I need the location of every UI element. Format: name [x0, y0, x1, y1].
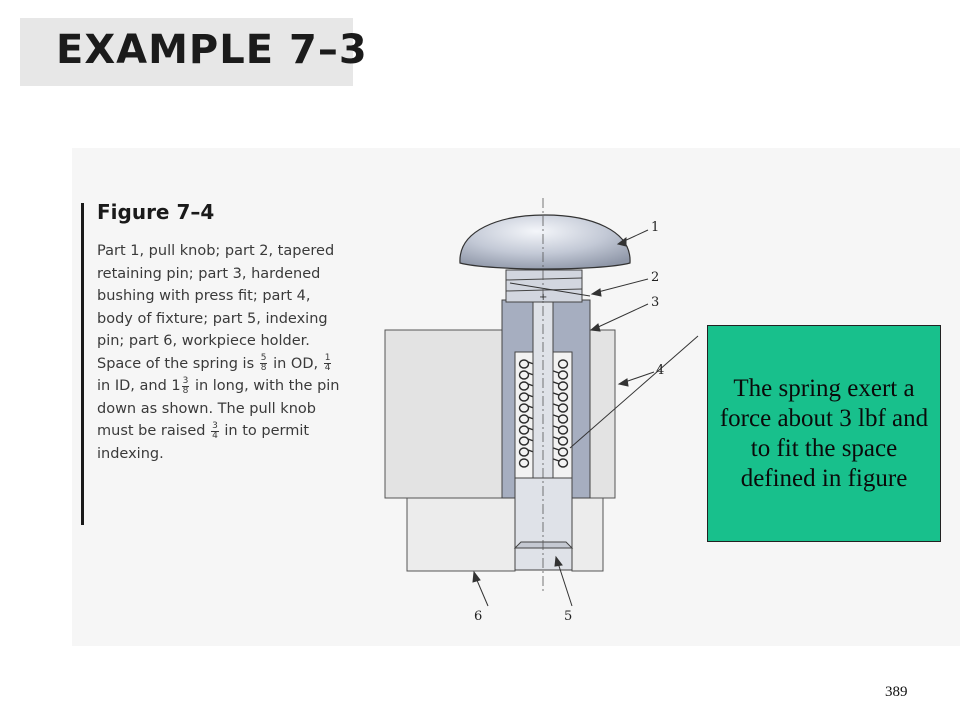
pull-knob — [460, 215, 630, 269]
length-fraction-denominator: 8 — [182, 385, 189, 396]
od-fraction-denominator: 8 — [260, 363, 267, 373]
part-label-3: 3 — [651, 295, 660, 310]
workpiece-holder — [407, 498, 603, 571]
raise-fraction-denominator: 4 — [212, 430, 218, 441]
indexing-pin — [515, 478, 572, 570]
figure-label: Figure 7–4 — [97, 200, 215, 224]
caption-text-4: in long, with the pin down as shown. The pull knob must be raised — [97, 378, 340, 439]
caption-text-3: in ID, and 1 — [97, 378, 181, 394]
length-fraction-numerator: 3 — [182, 375, 189, 386]
page-number: 389 — [885, 684, 908, 700]
callout-box — [707, 325, 941, 542]
part-label-4: 4 — [656, 363, 665, 378]
knob-neck — [506, 270, 590, 302]
part-label-6: 6 — [474, 609, 483, 624]
example-title: EXAMPLE 7–3 — [56, 27, 368, 73]
raise-fraction-numerator: 3 — [212, 420, 218, 431]
caption-text-1: Part 1, pull knob; part 2, tapered retaining pin; part 3, hardened bushing with press fit; part 4, body of fixture; part 5, indexing pin; part 6, workpiece holder. Space of the spring is — [97, 243, 335, 372]
part-label-1: 1 — [651, 220, 660, 235]
part-label-5: 5 — [564, 609, 573, 624]
part-label-2: 2 — [651, 270, 660, 285]
id-fraction-denominator: 4 — [324, 363, 331, 373]
callout-text: The spring exert a force about 3 lbf and to fit the space defined in figure — [719, 374, 929, 492]
id-fraction-numerator: 1 — [324, 353, 331, 363]
od-fraction-numerator: 5 — [260, 353, 267, 363]
caption-text-2: in OD, — [273, 355, 319, 372]
caption-text-5: in to permit indexing. — [97, 423, 310, 462]
center-mark: + — [539, 292, 548, 303]
